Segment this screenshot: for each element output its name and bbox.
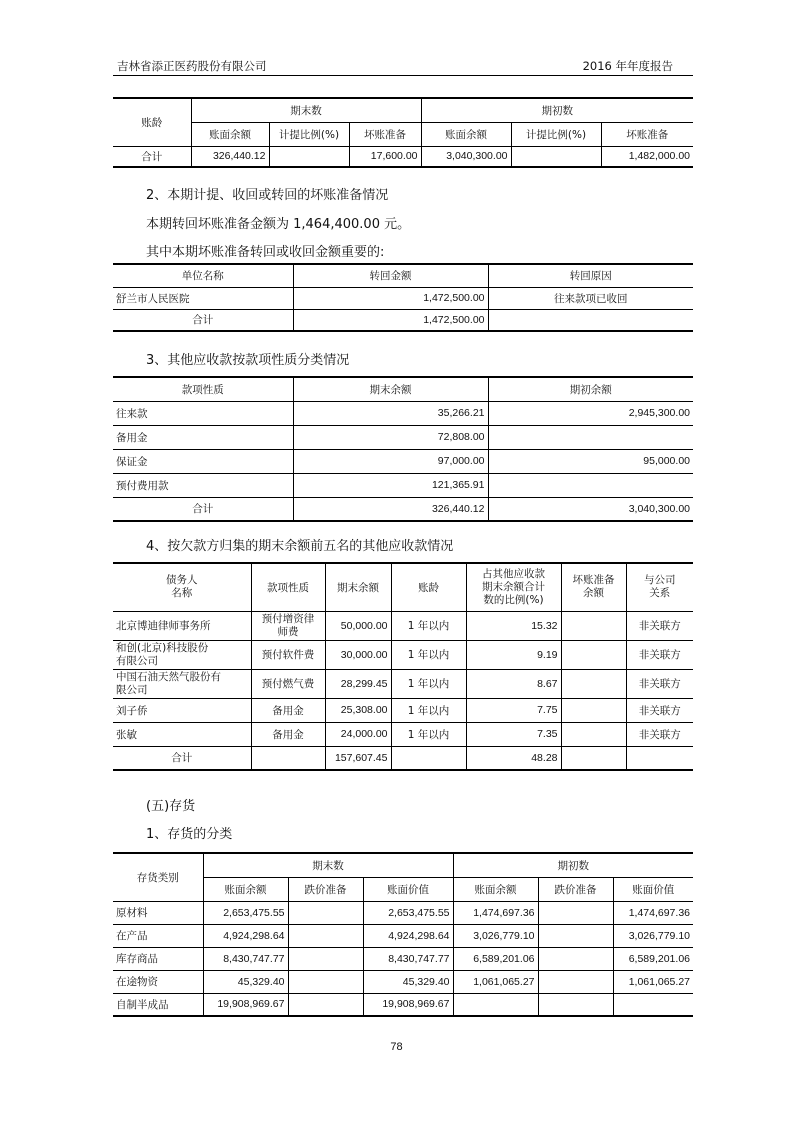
table-cell: 往来款 (113, 401, 293, 425)
table-cell: 1,482,000.00 (601, 146, 693, 167)
table-cell (488, 309, 693, 331)
table-cell: 4,924,298.64 (203, 924, 288, 947)
paragraph: 其中本期坏账准备转回或收回金额重要的: (146, 245, 385, 260)
column-header: 期末余额 (325, 563, 391, 611)
column-header: 单位名称 (113, 264, 293, 287)
column-header: 转回原因 (488, 264, 693, 287)
header-rule (113, 75, 693, 76)
column-header: 跌价准备 (538, 877, 613, 901)
table-row (113, 611, 693, 640)
table-cell: 95,000.00 (488, 449, 693, 473)
table-row (113, 746, 693, 770)
begin-period-header: 期初数 (421, 98, 693, 122)
table-cell: 1 年以内 (391, 698, 466, 722)
column-header: 坏账准备 (601, 122, 693, 146)
header-report-title: 2016 年年度报告 (582, 59, 673, 73)
column-header: 账面余额 (453, 877, 538, 901)
aging-header: 账龄 (113, 98, 191, 146)
table-cell: 28,299.45 (325, 669, 391, 698)
column-header: 债务人 名称 (113, 563, 251, 611)
column-header: 账面价值 (363, 877, 453, 901)
subsection-heading: 1、存货的分类 (146, 827, 233, 842)
table-row (113, 640, 693, 669)
table-cell (288, 924, 363, 947)
table-cell (538, 970, 613, 993)
table-cell (561, 611, 626, 640)
column-header: 与公司 关系 (626, 563, 693, 611)
table-cell: 2,945,300.00 (488, 401, 693, 425)
table-cell: 8.67 (466, 669, 561, 698)
column-header: 账面价值 (613, 877, 693, 901)
table-cell: 157,607.45 (325, 746, 391, 770)
table-cell (561, 669, 626, 698)
table-cell (538, 901, 613, 924)
table-cell: 19,908,969.67 (363, 993, 453, 1016)
table-cell: 9.19 (466, 640, 561, 669)
table-cell (488, 425, 693, 449)
table-cell: 19,908,969.67 (203, 993, 288, 1016)
table-cell: 备用金 (113, 425, 293, 449)
column-header: 账龄 (391, 563, 466, 611)
table-cell: 4,924,298.64 (363, 924, 453, 947)
table-cell: 非关联方 (626, 669, 693, 698)
table-cell: 北京博迪律师事务所 (113, 611, 251, 640)
table-cell (288, 901, 363, 924)
begin-period-header: 期初数 (453, 853, 693, 877)
table-cell: 非关联方 (626, 640, 693, 669)
table-cell (538, 993, 613, 1016)
table-cell: 1,472,500.00 (293, 309, 488, 331)
column-header: 款项性质 (113, 377, 293, 401)
table-cell: 121,365.91 (293, 473, 488, 497)
table-cell: 97,000.00 (293, 449, 488, 473)
receivable-nature-table (113, 376, 693, 522)
table-cell: 原材料 (113, 901, 203, 924)
table-row (113, 497, 693, 521)
table-cell: 30,000.00 (325, 640, 391, 669)
table-cell: 3,040,300.00 (488, 497, 693, 521)
table-cell: 在产品 (113, 924, 203, 947)
table-cell: 7.75 (466, 698, 561, 722)
table-cell (288, 970, 363, 993)
table-row (113, 309, 693, 331)
table-row (113, 970, 693, 993)
table-cell (251, 746, 325, 770)
table-cell: 保证金 (113, 449, 293, 473)
table-cell: 72,808.00 (293, 425, 488, 449)
table-cell: 25,308.00 (325, 698, 391, 722)
table-cell: 1 年以内 (391, 722, 466, 746)
end-period-header: 期末数 (191, 98, 421, 122)
table-cell: 35,266.21 (293, 401, 488, 425)
table-row (113, 698, 693, 722)
table-row (113, 449, 693, 473)
inventory-type-header: 存货类别 (113, 853, 203, 901)
column-header: 期初余额 (488, 377, 693, 401)
table-cell: 预付燃气费 (251, 669, 325, 698)
table-cell: 326,440.12 (293, 497, 488, 521)
table-cell: 库存商品 (113, 947, 203, 970)
table-cell: 326,440.12 (191, 146, 269, 167)
table-row (113, 401, 693, 425)
table-cell: 7.35 (466, 722, 561, 746)
inventory-table (113, 852, 693, 1017)
column-header: 账面余额 (191, 122, 269, 146)
table-row (113, 473, 693, 497)
table-cell (613, 993, 693, 1016)
table-cell: 非关联方 (626, 698, 693, 722)
table-cell: 45,329.40 (363, 970, 453, 993)
column-header: 账面余额 (421, 122, 511, 146)
table-cell (561, 640, 626, 669)
section-heading: 2、本期计提、收回或转回的坏账准备情况 (146, 188, 389, 203)
column-header: 账面余额 (203, 877, 288, 901)
table-cell: 8,430,747.77 (203, 947, 288, 970)
end-period-header: 期末数 (203, 853, 453, 877)
table-row (113, 669, 693, 698)
paragraph: 本期转回坏账准备金额为 1,464,400.00 元。 (146, 217, 411, 232)
table-cell: 1,061,065.27 (453, 970, 538, 993)
table-cell: 1,474,697.36 (613, 901, 693, 924)
column-header: 跌价准备 (288, 877, 363, 901)
table-row (113, 993, 693, 1016)
column-header: 坏账准备 (349, 122, 421, 146)
table-cell: 合计 (113, 146, 191, 167)
table-row (113, 924, 693, 947)
table-cell: 3,026,779.10 (453, 924, 538, 947)
table-cell (561, 746, 626, 770)
table-cell: 8,430,747.77 (363, 947, 453, 970)
column-header: 期末余额 (293, 377, 488, 401)
section-heading: 3、其他应收款按款项性质分类情况 (146, 353, 350, 368)
table-cell (488, 473, 693, 497)
table-row (113, 425, 693, 449)
table-cell: 中国石油天然气股份有 限公司 (113, 669, 251, 698)
table-row (113, 722, 693, 746)
table-cell: 预付费用款 (113, 473, 293, 497)
table-cell: 1 年以内 (391, 640, 466, 669)
table-cell: 15.32 (466, 611, 561, 640)
table-cell (453, 993, 538, 1016)
table-cell: 48.28 (466, 746, 561, 770)
table-cell: 舒兰市人民医院 (113, 287, 293, 309)
top-five-debtors-table (113, 562, 693, 771)
column-header: 计提比例(%) (269, 122, 349, 146)
table-cell: 合计 (113, 746, 251, 770)
table-cell: 和创(北京)科技股份 有限公司 (113, 640, 251, 669)
page-number: 78 (390, 1041, 403, 1053)
column-header: 转回金额 (293, 264, 488, 287)
table-cell: 1,061,065.27 (613, 970, 693, 993)
table-cell (511, 146, 601, 167)
table-cell: 1 年以内 (391, 611, 466, 640)
table-cell: 合计 (113, 309, 293, 331)
column-header: 款项性质 (251, 563, 325, 611)
table-cell: 17,600.00 (349, 146, 421, 167)
table-row (113, 287, 693, 309)
table-cell: 1,472,500.00 (293, 287, 488, 309)
table-cell: 刘子侨 (113, 698, 251, 722)
table-cell: 1,474,697.36 (453, 901, 538, 924)
header-company: 吉林省添正医药股份有限公司 (117, 59, 267, 73)
table-cell (269, 146, 349, 167)
section-heading: 4、按欠款方归集的期末余额前五名的其他应收款情况 (146, 539, 454, 554)
table-cell: 备用金 (251, 722, 325, 746)
table-row (113, 947, 693, 970)
aging-table (113, 97, 693, 168)
table-cell: 往来款项已收回 (488, 287, 693, 309)
table-cell: 3,040,300.00 (421, 146, 511, 167)
table-cell (391, 746, 466, 770)
table-row (113, 901, 693, 924)
table-cell: 3,026,779.10 (613, 924, 693, 947)
table-cell: 2,653,475.55 (363, 901, 453, 924)
table-cell (626, 746, 693, 770)
table-cell (288, 947, 363, 970)
bad-debt-reversal-table (113, 263, 693, 332)
table-cell: 2,653,475.55 (203, 901, 288, 924)
table-cell: 在途物资 (113, 970, 203, 993)
table-cell (538, 947, 613, 970)
column-header: 计提比例(%) (511, 122, 601, 146)
table-cell: 张敏 (113, 722, 251, 746)
column-header: 占其他应收款 期末余额合计 数的比例(%) (466, 563, 561, 611)
table-cell (561, 698, 626, 722)
table-cell: 45,329.40 (203, 970, 288, 993)
table-cell: 1 年以内 (391, 669, 466, 698)
column-header: 坏账准备 余额 (561, 563, 626, 611)
table-cell: 6,589,201.06 (453, 947, 538, 970)
table-cell: 合计 (113, 497, 293, 521)
table-cell: 自制半成品 (113, 993, 203, 1016)
table-cell: 非关联方 (626, 611, 693, 640)
table-cell: 24,000.00 (325, 722, 391, 746)
table-cell: 预付增资律 师费 (251, 611, 325, 640)
table-cell (561, 722, 626, 746)
table-cell: 非关联方 (626, 722, 693, 746)
table-cell: 50,000.00 (325, 611, 391, 640)
table-cell (288, 993, 363, 1016)
table-cell (538, 924, 613, 947)
table-cell: 备用金 (251, 698, 325, 722)
table-cell: 预付软件费 (251, 640, 325, 669)
table-cell: 6,589,201.06 (613, 947, 693, 970)
section-heading: (五)存货 (146, 799, 196, 814)
